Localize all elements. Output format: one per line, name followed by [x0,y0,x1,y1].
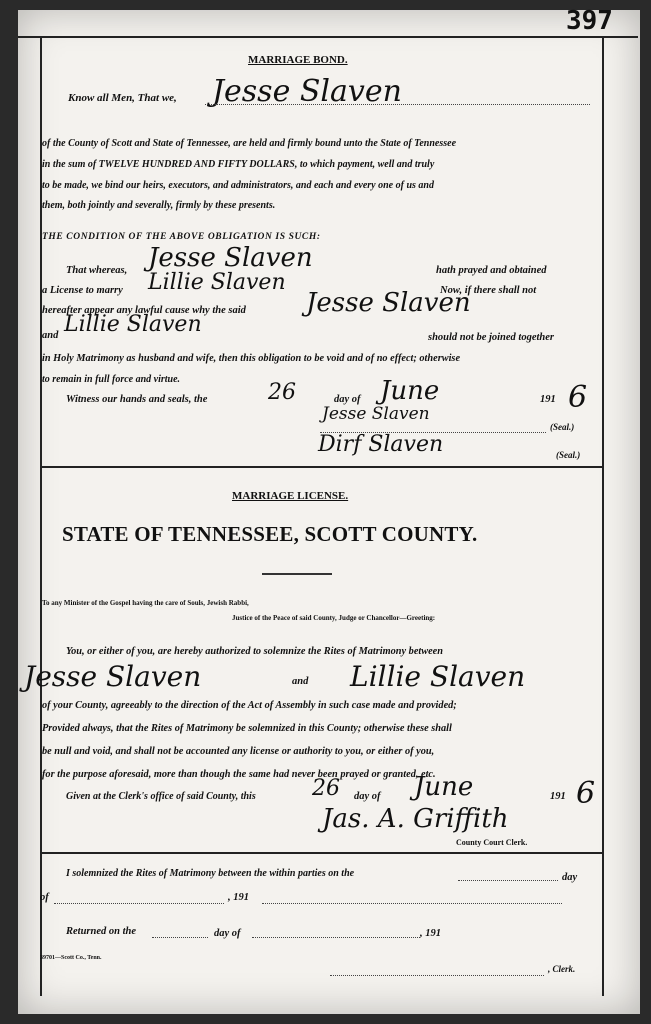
should-not: should not be joined together [428,332,555,343]
said-bride-name: Lillie Slaven [64,312,202,337]
returned-day-blank [152,937,208,938]
said-groom-name: Jesse Slaven [306,288,471,318]
license-bride: Lillie Slaven [350,660,526,693]
of-label: of [40,892,49,903]
officiant-blank [262,903,562,904]
now-if: Now, if there shall not [440,285,537,296]
solemnized-day: day [562,872,578,883]
license-and: and [292,676,309,687]
seal-2: (Seal.) [556,450,581,460]
license-para-line-3: be null and void, and shall not be accounted any license or authority to you, or either of you, [42,746,435,757]
given-at: Given at the Clerk's office of said County, this [66,791,256,802]
hath-prayed: hath prayed and obtained [436,265,547,276]
witness-text: Witness our hands and seals, the [66,394,208,405]
witness-day: 26 [268,380,296,405]
of-blank [54,903,224,904]
bond-para-line-4: them, both jointly and severally, firmly by these presents. [42,200,276,211]
license-groom: Jesse Slaven [24,660,202,693]
solemnized-text: I solemnized the Rites of Matrimony between the within parties on the [66,868,355,879]
license-para-line-4: for the purpose aforesaid, more than though the same had never been prayed or granted, etc. [42,769,436,780]
groom-name: Jesse Slaven [148,243,313,273]
returned-month-blank [252,937,420,938]
license-para-line-2: Provided always, that the Rites of Matrimony be solemnized in this County; otherwise these shall [42,723,452,734]
clerk-title: County Court Clerk. [456,838,528,847]
bond-para-line-2: in the sum of TWELVE HUNDRED AND FIFTY DOLLARS, to which payment, well and truly [42,159,435,170]
license-heading: MARRIAGE LICENSE. [232,490,349,502]
license-year-prefix: 191 [550,791,566,802]
fill-line [205,104,590,105]
obligor-name: Jesse Slaven [212,74,402,109]
witness-month: June [380,376,440,406]
bond-para-line-1: of the County of Scott and State of Tennessee, are held and firmly bound unto the State of Tennessee [42,138,457,149]
license-year-digit: 6 [576,776,596,811]
bride-name: Lillie Slaven [148,270,286,295]
returned-day-of: day of [214,928,241,939]
printer-mark: 39701—Scott Co., Tenn. [40,955,102,961]
that-whereas: That whereas, [66,265,128,276]
condition-heading: THE CONDITION OF THE ABOVE OBLIGATION IS SUCH: [42,232,321,242]
seal-1: (Seal.) [550,422,575,432]
clerk-blank [330,975,544,976]
to-any-minister: To any Minister of the Gospel having the care of Souls, Jewish Rabbi, [42,599,249,607]
holy-matrimony: in Holy Matrimony as husband and wife, then this obligation to be void and of no effect; otherwise [42,353,461,364]
year-prefix: 191 [540,394,556,405]
state-title: STATE OF TENNESSEE, SCOTT COUNTY. [62,522,478,546]
bond-para-line-3: to be made, we bind our heirs, executors, and administrators, and each and every one of us and [42,180,434,191]
license-day-of: day of [354,791,381,802]
solemnized-blank [458,880,558,881]
year-digit: 6 [568,380,588,415]
returned-on: Returned on the [66,926,137,937]
license-month: June [414,772,474,802]
full-force: to remain in full force and virtue. [42,374,181,385]
day-of: day of [334,394,361,405]
returned-year: , 191 [420,928,441,939]
signature-1: Jesse Slaven [322,404,430,424]
section-divider [40,466,602,468]
license-to-marry: a License to marry [42,285,123,296]
title-rule [262,573,332,575]
license-day: 26 [312,776,340,801]
year-blank: , 191 [228,892,249,903]
clerk-signature: Jas. A. Griffith [322,804,509,834]
clerk-label: , Clerk. [548,964,576,974]
you-or-either: You, or either of you, are hereby authorized to solemnize the Rites of Matrimony between [66,646,443,657]
hereafter-text: hereafter appear any lawful cause why the said [42,305,246,316]
know-all-men: Know all Men, That we, [68,92,177,104]
signature-2: Dirf Slaven [318,432,444,457]
license-para-line-1: of your County, agreeably to the direction of the Act of Assembly in such case made and provided; [42,700,457,711]
page-number: 397 [566,6,613,36]
bond-heading: MARRIAGE BOND. [248,54,348,66]
return-divider [40,852,602,854]
justice-greeting: Justice of the Peace of said County, Judge or Chancellor—Greeting: [232,614,436,622]
and-label: and [42,330,59,341]
